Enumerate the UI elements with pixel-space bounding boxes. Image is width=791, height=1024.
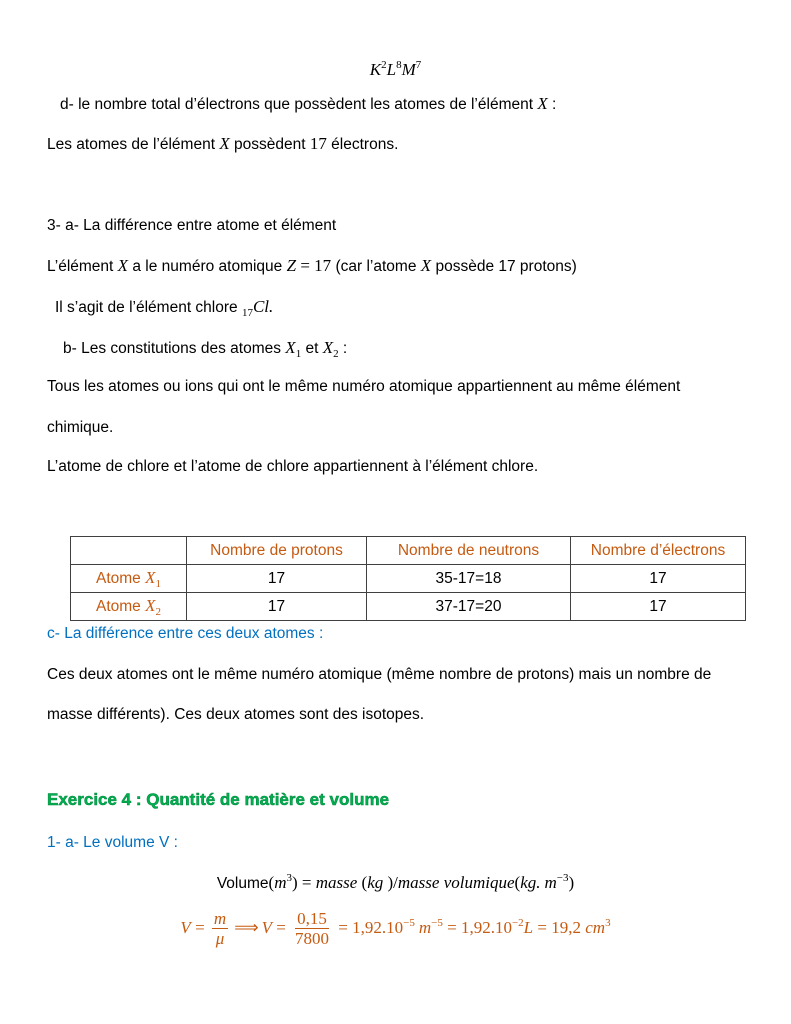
- volume-symbol: V: [180, 918, 191, 937]
- table-header-cell: Nombre de protons: [187, 537, 367, 565]
- element-symbol: X: [420, 256, 432, 275]
- atomic-number-value: 17: [314, 256, 332, 275]
- equals-sign: ) =: [291, 873, 316, 892]
- exercise-4-title: Exercice 4 : Quantité de matière et volume: [47, 790, 390, 809]
- table-cell: 37-17=20: [367, 593, 571, 621]
- fraction-mass-over-density: [212, 909, 228, 948]
- volume-word: Volume: [216, 875, 269, 892]
- fraction-values: [293, 909, 331, 948]
- question-3b-mid: et: [301, 340, 323, 357]
- unit: L: [523, 918, 534, 937]
- shell-k: K: [369, 60, 382, 79]
- atom-x2-symbol: X: [322, 338, 334, 357]
- atom-symbol: X: [145, 596, 156, 615]
- answer-3a-mid2: (car l’atome: [331, 258, 421, 275]
- fraction-denominator: μ: [215, 929, 225, 949]
- unit: m: [274, 873, 287, 892]
- result-value: = 1,92.10: [442, 918, 512, 937]
- atom-symbol: X: [145, 568, 156, 587]
- answer-d-mid: possèdent: [229, 136, 310, 153]
- answer-3c-line1: Ces deux atomes ont le même numéro atomique (même nombre de protons) mais un nombre de: [47, 666, 712, 683]
- electron-count: 17: [309, 134, 327, 153]
- table-row: [71, 593, 746, 621]
- paren: (: [361, 873, 368, 892]
- question-1a: 1- a- Le volume V :: [47, 834, 178, 851]
- question-d-text: d- le nombre total d’électrons que possèdent les atomes de l’élément: [60, 96, 538, 113]
- equals-sign: =: [296, 256, 315, 275]
- table-header-row: [71, 537, 746, 565]
- equals-sign: =: [271, 918, 291, 937]
- volume-formula: [0, 873, 791, 894]
- paren: (: [268, 873, 275, 892]
- electron-configuration: [0, 60, 791, 81]
- atoms-table: [70, 536, 746, 621]
- mass-term: masse: [315, 873, 362, 892]
- exponent: 3: [605, 917, 611, 929]
- unit: kg: [367, 873, 384, 892]
- chlorine-symbol: Cl.: [252, 297, 274, 316]
- row-label: [71, 565, 187, 593]
- row-label-text: Atome: [96, 598, 146, 615]
- table-header-cell: Nombre d’électrons: [571, 537, 746, 565]
- atom-index: 1: [155, 578, 161, 590]
- equals-sign: =: [190, 918, 209, 937]
- unit: kg.: [520, 873, 541, 892]
- atom-x1-symbol: X: [285, 338, 296, 357]
- division-sign: )/: [383, 873, 398, 892]
- atomic-number-symbol: Z: [286, 256, 297, 275]
- atom-x1-index: 1: [295, 348, 302, 360]
- exponent: −5: [431, 917, 443, 929]
- table-row: [71, 565, 746, 593]
- element-symbol: X: [537, 94, 548, 113]
- question-d-colon: :: [547, 96, 557, 113]
- question-3b: [63, 338, 347, 359]
- element-symbol: X: [117, 256, 129, 275]
- fraction-denominator: 7800: [295, 929, 330, 949]
- fraction-numerator: m: [213, 909, 227, 929]
- table-header-cell: Nombre de neutrons: [367, 537, 571, 565]
- answer-3a-pre: L’élément: [47, 258, 118, 275]
- volume-calculation: [0, 906, 791, 950]
- question-3b-post: :: [338, 340, 348, 357]
- question-d: [60, 94, 556, 115]
- unit: m: [418, 918, 432, 937]
- answer-d: [47, 134, 398, 155]
- result-value: = 1,92.10: [334, 918, 404, 937]
- answer-3a-line2: [55, 297, 273, 318]
- element-symbol: X: [219, 134, 230, 153]
- implies-arrow: ⟹: [234, 918, 259, 937]
- table-cell: 35-17=18: [367, 565, 571, 593]
- answer-3c-line2: masse différents). Ces deux atomes sont des isotopes.: [47, 706, 425, 723]
- fraction-numerator: 0,15: [297, 909, 327, 929]
- unit: m: [544, 873, 557, 892]
- table-cell: 17: [187, 565, 367, 593]
- answer-3b-line1: Tous les atomes ou ions qui ont le même numéro atomique appartiennent au même élément: [47, 378, 681, 395]
- question-3b-pre: b- Les constitutions des atomes: [63, 340, 286, 357]
- answer-3a-line1: [47, 256, 577, 277]
- table-header-cell: [71, 537, 187, 565]
- shell-m: M: [401, 60, 416, 79]
- table-cell: 17: [187, 593, 367, 621]
- answer-d-post: électrons.: [326, 136, 399, 153]
- atom-x2-index: 2: [333, 348, 339, 360]
- exponent: −3: [556, 872, 569, 884]
- table-cell: 17: [571, 565, 746, 593]
- exponent: 3: [286, 872, 292, 884]
- question-3a: 3- a- La différence entre atome et élément: [47, 217, 337, 234]
- paren: (: [514, 873, 521, 892]
- answer-3a-line2-pre: Il s’agit de l’élément chlore: [55, 299, 242, 316]
- table-cell: 17: [571, 593, 746, 621]
- shell-k-count: 2: [381, 59, 387, 71]
- answer-3a-post: possède 17 protons): [431, 258, 577, 275]
- question-3c: c- La différence entre ces deux atomes :: [47, 625, 324, 642]
- row-label: [71, 593, 187, 621]
- answer-3b-line3: L’atome de chlore et l’atome de chlore appartiennent à l’élément chlore.: [47, 458, 539, 475]
- exponent: −5: [403, 917, 415, 929]
- unit: cm: [585, 918, 606, 937]
- answer-3b-line2: chimique.: [47, 419, 114, 436]
- shell-l: L: [386, 60, 397, 79]
- volume-symbol: V: [261, 918, 272, 937]
- result-value: = 19,2: [533, 918, 586, 937]
- answer-d-pre: Les atomes de l’élément: [47, 136, 220, 153]
- density-term: masse volumique: [397, 873, 515, 892]
- row-label-text: Atome: [96, 570, 146, 587]
- answer-3a-mid1: a le numéro atomique: [128, 258, 287, 275]
- chlorine-atomic-number: 17: [241, 307, 253, 319]
- exponent: −2: [511, 917, 524, 929]
- atom-index: 2: [155, 606, 161, 618]
- paren: ): [568, 873, 575, 892]
- shell-m-count: 7: [415, 59, 422, 71]
- shell-l-count: 8: [396, 59, 402, 71]
